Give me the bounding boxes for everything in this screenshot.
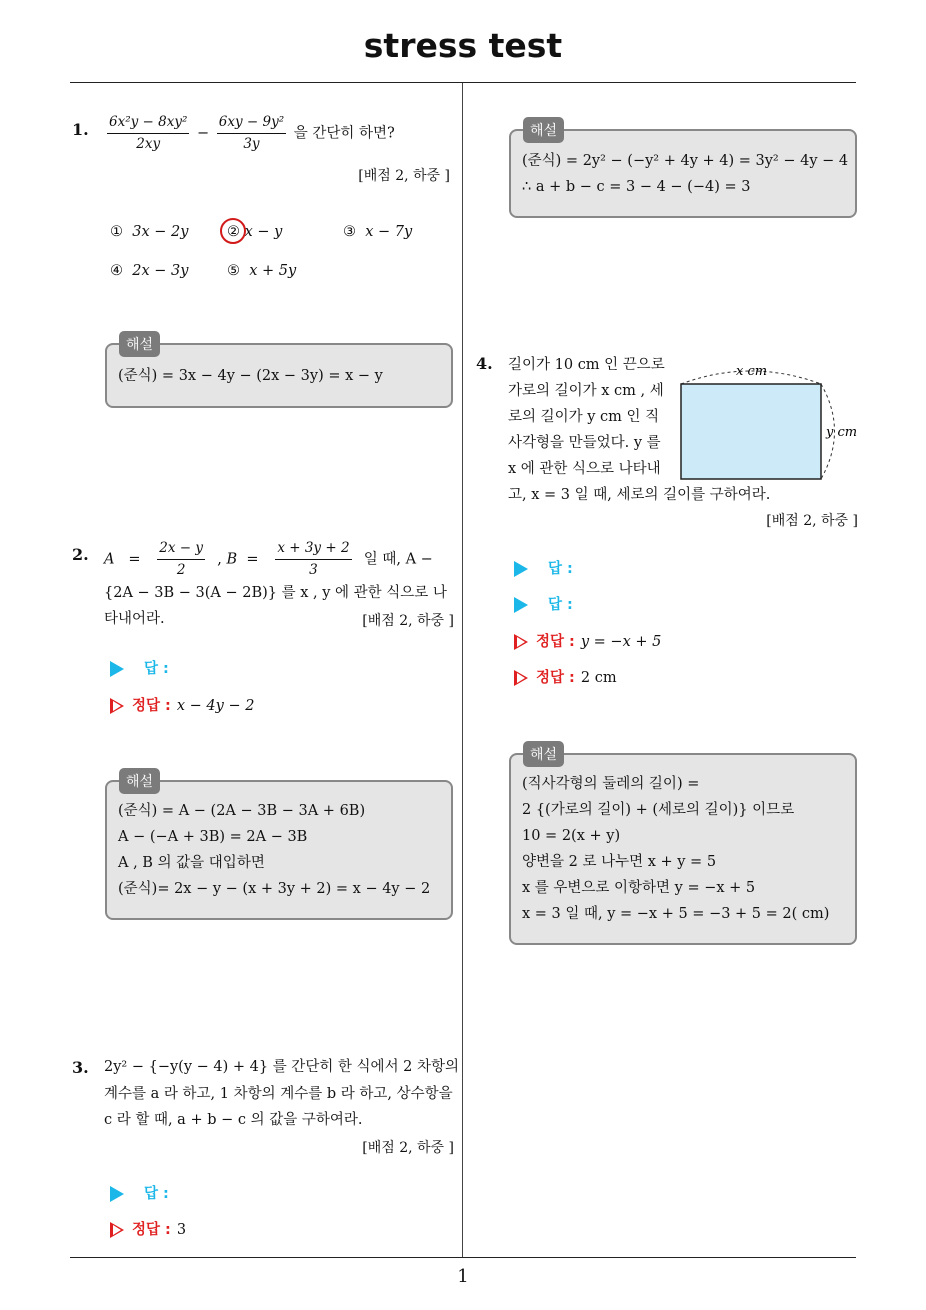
question-4-meta: [배점 2, 하중 ] <box>766 513 858 529</box>
question-4-solution-line-6: x = 3 일 때, y = −x + 5 = −3 + 5 = 2( cm) <box>522 906 830 922</box>
question-2-correct-answer: 정답 : x − 4y − 2 <box>110 694 254 715</box>
choice-5[interactable]: ⑤ x + 5y <box>227 263 297 279</box>
question-1-fraction-2: $\frac{\text{6xy − 9y²}}{3y}$ <box>218 114 285 152</box>
question-4-stem-line-3: 로의 길이가 y cm 인 직 <box>508 409 660 425</box>
question-2-solution-line-4: (준식)= 2x − y − (x + 3y + 2) = x − 4y − 2 <box>118 881 431 897</box>
question-3-solution-tag: 해설 <box>523 117 564 143</box>
question-4-stem-line-4: 사각형을 만들었다. y 를 <box>508 435 661 451</box>
question-4-correct-answer-2: 정답 : 2 cm <box>514 666 617 687</box>
answer-arrow-icon <box>110 661 124 677</box>
question-3-correct-answer: 정답 : 3 <box>110 1218 186 1239</box>
question-1-fraction-1: $\frac{\text{6x²y − 8xy²}}{2xy}$ <box>109 114 188 152</box>
rectangle-shape <box>681 384 821 479</box>
question-4-stem-line-1: 길이가 10 cm 인 끈으로 <box>508 357 665 373</box>
question-3-answer-input[interactable]: 답 : <box>110 1182 169 1203</box>
question-2-number: 2. <box>72 545 89 564</box>
question-2-answer-input[interactable]: 답 : <box>110 657 169 678</box>
question-2-solution-tag: 해설 <box>119 768 160 794</box>
question-3-stem-line-2: 계수를 a 라 하고, 1 차항의 계수를 b 라 하고, 상수항을 <box>104 1086 453 1102</box>
answer-arrow-icon <box>514 597 528 613</box>
question-2-solution-line-2: A − (−A + 3B) = 2A − 3B <box>118 829 308 845</box>
question-1-solution-line: (준식) = 3x − 4y − (2x − 3y) = x − y <box>118 368 383 384</box>
question-2-stem-line-3: 타내어라. <box>104 611 165 627</box>
question-2-meta: [배점 2, 하중 ] <box>362 613 454 629</box>
choice-2[interactable]: ② x − y <box>227 224 283 240</box>
answer-arrow-icon <box>110 1186 124 1202</box>
question-3-number: 3. <box>72 1058 89 1077</box>
question-4-solution-line-4: 양변을 2 로 나누면 x + y = 5 <box>522 854 717 870</box>
correct-arrow-icon <box>110 698 124 714</box>
question-4-solution-tag: 해설 <box>523 741 564 767</box>
question-2-fraction-b: $\frac{x + 3y + 2}{3}$ <box>277 540 350 578</box>
correct-arrow-icon <box>514 634 528 650</box>
question-4-stem-line-5: x 에 관한 식으로 나타내 <box>508 461 661 477</box>
question-2-stem-line-1: A = $\frac{2x - y}{2}$ , B = $\frac{x + 3y + 2}{3}$ 일 때, A − <box>104 540 433 578</box>
question-4-answer-input-1[interactable]: 답 : <box>514 557 573 578</box>
question-4-solution-line-1: (직사각형의 둘레의 길이) = <box>522 776 700 792</box>
selected-answer-circle <box>220 218 246 244</box>
choice-3[interactable]: ③ x − 7y <box>343 224 413 240</box>
question-4-correct-answer-1: 정답 : y = −x + 5 <box>514 630 661 651</box>
question-3-solution-line-2: ∴ a + b − c = 3 − 4 − (−4) = 3 <box>522 179 751 195</box>
fig-side-label: y cm <box>826 425 858 440</box>
answer-arrow-icon <box>514 561 528 577</box>
column-divider <box>462 83 463 1257</box>
question-4-stem-line-6: 고, x = 3 일 때, 세로의 길이를 구하여라. <box>508 487 771 503</box>
question-1-solution-tag: 해설 <box>119 331 160 357</box>
question-3-stem-line-1: 2y² − {−y(y − 4) + 4} 를 간단히 한 식에서 2 차항의 <box>104 1059 460 1075</box>
question-4-solution-line-2: 2 {(가로의 길이) + (세로의 길이)} 이므로 <box>522 802 795 818</box>
choice-1[interactable]: ① 3x − 2y <box>110 224 189 240</box>
question-2-fraction-a: $\frac{2x - y}{2}$ <box>159 540 204 578</box>
rectangle-figure <box>676 356 866 486</box>
question-3-meta: [배점 2, 하중 ] <box>362 1140 454 1156</box>
question-4-stem-line-2: 가로의 길이가 x cm , 세 <box>508 383 664 399</box>
header-rule <box>70 82 856 83</box>
question-1-meta: [배점 2, 하중 ] <box>358 168 450 184</box>
question-4-answer-input-2[interactable]: 답 : <box>514 593 573 614</box>
question-3-solution-line-1: (준식) = 2y² − (−y² + 4y + 4) = 3y² − 4y − 4 <box>522 153 849 169</box>
correct-arrow-icon <box>110 1222 124 1238</box>
correct-arrow-icon <box>514 670 528 686</box>
question-2-solution-line-3: A , B 의 값을 대입하면 <box>118 855 265 871</box>
question-4-solution-line-5: x 를 우변으로 이항하면 y = −x + 5 <box>522 880 756 896</box>
question-1-stem: $\frac{\text{6x²y − 8xy²}}{2xy}$ − $\frac{\text{6xy − 9y²}}{3y}$ 을 간단히 하면? <box>109 114 395 152</box>
question-2-stem-line-2: {2A − 3B − 3(A − 2B)} 를 x , y 에 관한 식으로 나 <box>104 585 447 601</box>
choice-4[interactable]: ④ 2x − 3y <box>110 263 189 279</box>
question-4-number: 4. <box>476 354 493 373</box>
fig-top-label: x cm <box>736 364 768 379</box>
question-1-number: 1. <box>72 120 89 139</box>
question-4-solution-line-3: 10 = 2(x + y) <box>522 828 621 844</box>
question-2-solution-line-1: (준식) = A − (2A − 3B − 3A + 6B) <box>118 803 366 819</box>
footer-rule <box>70 1257 856 1258</box>
question-3-stem-line-3: c 라 할 때, a + b − c 의 값을 구하여라. <box>104 1112 363 1128</box>
page-title: stress test <box>363 26 563 65</box>
page-number: 1 <box>457 1266 469 1287</box>
